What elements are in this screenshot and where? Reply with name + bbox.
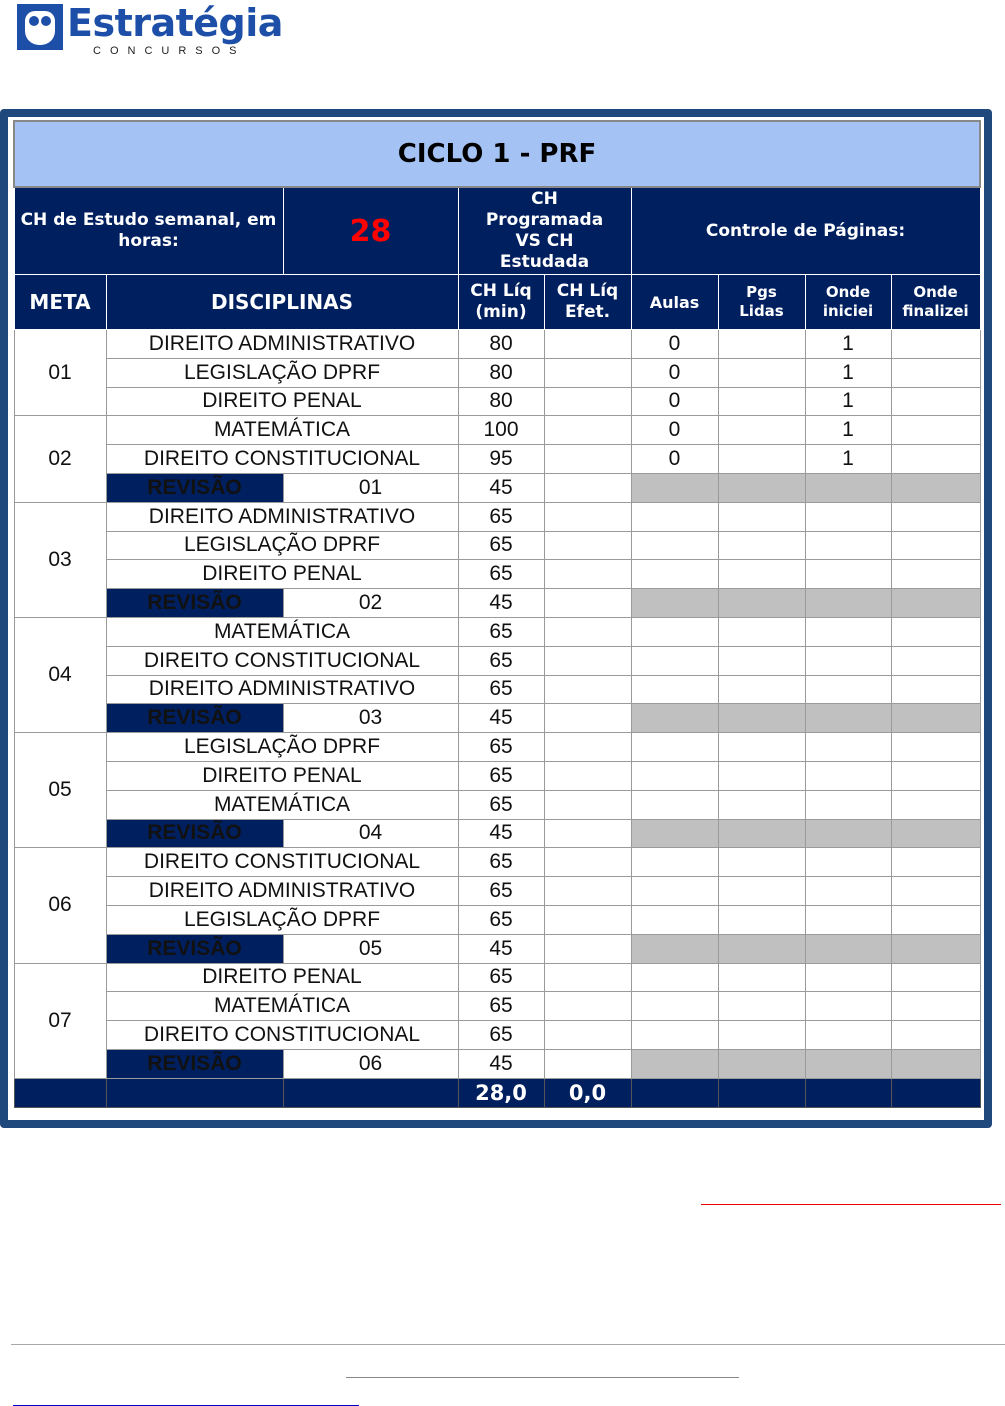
onde-iniciei[interactable] xyxy=(805,675,891,704)
ch-liq-min: 65 xyxy=(458,733,544,762)
onde-finalizei[interactable] xyxy=(891,934,980,963)
ch-liq-min: 65 xyxy=(458,646,544,675)
pgs-lidas[interactable] xyxy=(718,617,805,646)
pgs-lidas[interactable] xyxy=(718,646,805,675)
disciplina: MATEMÁTICA xyxy=(106,790,458,819)
aulas[interactable] xyxy=(631,848,718,877)
ch-liq-efet[interactable] xyxy=(544,646,631,675)
study-cycle-table xyxy=(13,120,981,1108)
aulas[interactable] xyxy=(631,646,718,675)
aulas[interactable] xyxy=(631,560,718,589)
aulas[interactable] xyxy=(631,733,718,762)
disciplina: MATEMÁTICA xyxy=(106,617,458,646)
revisao-number: 02 xyxy=(283,589,458,618)
study-cycle-frame xyxy=(0,109,992,1128)
disciplina: DIREITO ADMINISTRATIVO xyxy=(106,330,458,359)
onde-finalizei[interactable] xyxy=(891,1049,980,1078)
table-row xyxy=(14,790,980,819)
aulas[interactable] xyxy=(631,905,718,934)
logo-brand: Estratégia xyxy=(67,1,283,45)
ch-liq-min: 65 xyxy=(458,1021,544,1050)
onde-iniciei[interactable] xyxy=(805,992,891,1021)
ch-liq-min-header: CH Líq (min) xyxy=(458,275,544,330)
pgs-lidas[interactable] xyxy=(718,761,805,790)
footer-cell xyxy=(283,1078,458,1107)
revisao-number: 06 xyxy=(283,1049,458,1078)
meta-number: 07 xyxy=(14,963,106,1078)
onde-iniciei[interactable] xyxy=(805,1049,891,1078)
revisao-label: REVISÃO xyxy=(106,704,283,733)
onde-iniciei[interactable] xyxy=(805,560,891,589)
onde-iniciei[interactable]: 1 xyxy=(805,330,891,359)
ch-liq-efet[interactable] xyxy=(544,531,631,560)
onde-finalizei[interactable] xyxy=(891,330,980,359)
owl-icon xyxy=(17,4,63,50)
table-row xyxy=(14,905,980,934)
cycle-title: CICLO 1 - PRF xyxy=(14,121,980,187)
onde-finalizei[interactable] xyxy=(891,704,980,733)
table-row xyxy=(14,387,980,416)
table-row xyxy=(14,416,980,445)
footer-cell xyxy=(805,1078,891,1107)
revisao-number: 04 xyxy=(283,819,458,848)
meta-number: 05 xyxy=(14,733,106,848)
revisao-number: 03 xyxy=(283,704,458,733)
aulas[interactable] xyxy=(631,617,718,646)
ch-liq-min: 65 xyxy=(458,531,544,560)
ch-liq-efet[interactable] xyxy=(544,790,631,819)
ch-liq-min: 45 xyxy=(458,473,544,502)
onde-finalizei[interactable] xyxy=(891,445,980,474)
onde-iniciei[interactable] xyxy=(805,848,891,877)
pgs-lidas[interactable] xyxy=(718,358,805,387)
onde-finalizei[interactable] xyxy=(891,761,980,790)
ch-liq-min: 80 xyxy=(458,387,544,416)
total-ch-liq-min: 28,0 xyxy=(458,1078,544,1107)
aulas[interactable] xyxy=(631,992,718,1021)
onde-finalizei[interactable] xyxy=(891,387,980,416)
table-row xyxy=(14,502,980,531)
onde-iniciei[interactable] xyxy=(805,963,891,992)
ch-liq-efet[interactable] xyxy=(544,330,631,359)
disciplina: DIREITO PENAL xyxy=(106,963,458,992)
table-row xyxy=(14,934,980,963)
ch-liq-min: 65 xyxy=(458,992,544,1021)
pgs-lidas[interactable] xyxy=(718,877,805,906)
total-ch-liq-efet: 0,0 xyxy=(544,1078,631,1107)
meta-number: 03 xyxy=(14,502,106,617)
ch-liq-efet[interactable] xyxy=(544,1021,631,1050)
ch-liq-efet[interactable] xyxy=(544,905,631,934)
aulas[interactable] xyxy=(631,502,718,531)
ch-liq-min: 65 xyxy=(458,502,544,531)
aulas[interactable]: 0 xyxy=(631,358,718,387)
pgs-lidas[interactable] xyxy=(718,502,805,531)
meta-number: 02 xyxy=(14,416,106,502)
table-row xyxy=(14,992,980,1021)
pgs-lidas[interactable] xyxy=(718,445,805,474)
ch-liq-efet[interactable] xyxy=(544,675,631,704)
onde-iniciei[interactable] xyxy=(805,819,891,848)
aulas[interactable] xyxy=(631,704,718,733)
onde-iniciei[interactable] xyxy=(805,905,891,934)
aulas[interactable] xyxy=(631,790,718,819)
aulas[interactable]: 0 xyxy=(631,330,718,359)
revisao-label: REVISÃO xyxy=(106,589,283,618)
table-row xyxy=(14,848,980,877)
onde-finalizei[interactable] xyxy=(891,502,980,531)
table-row xyxy=(14,1021,980,1050)
onde-finalizei[interactable] xyxy=(891,733,980,762)
aulas[interactable]: 0 xyxy=(631,387,718,416)
ch-liq-efet[interactable] xyxy=(544,445,631,474)
aulas-header: Aulas xyxy=(631,275,718,330)
controle-paginas-header: Controle de Páginas: xyxy=(631,187,980,275)
onde-finalizei[interactable] xyxy=(891,646,980,675)
pgs-lidas[interactable] xyxy=(718,905,805,934)
pgs-lidas[interactable] xyxy=(718,330,805,359)
pgs-lidas[interactable] xyxy=(718,704,805,733)
pgs-lidas[interactable] xyxy=(718,416,805,445)
onde-iniciei[interactable] xyxy=(805,646,891,675)
pgs-lidas[interactable] xyxy=(718,387,805,416)
estrategia-logo xyxy=(17,1,283,57)
ch-liq-efet[interactable] xyxy=(544,617,631,646)
table-row xyxy=(14,473,980,502)
pgs-lidas[interactable] xyxy=(718,934,805,963)
revisao-label: REVISÃO xyxy=(106,1049,283,1078)
ch-liq-efet[interactable] xyxy=(544,704,631,733)
onde-finalizei[interactable] xyxy=(891,848,980,877)
onde-finalizei[interactable] xyxy=(891,877,980,906)
onde-finalizei[interactable] xyxy=(891,473,980,502)
divider-gray xyxy=(11,1344,1005,1345)
onde-finalizei-header: Onde finalizei xyxy=(891,275,980,330)
pgs-lidas[interactable] xyxy=(718,992,805,1021)
ch-liq-min: 65 xyxy=(458,963,544,992)
onde-finalizei[interactable] xyxy=(891,358,980,387)
aulas[interactable] xyxy=(631,1049,718,1078)
onde-finalizei[interactable] xyxy=(891,531,980,560)
onde-finalizei[interactable] xyxy=(891,819,980,848)
ch-liq-min: 65 xyxy=(458,617,544,646)
onde-iniciei[interactable] xyxy=(805,704,891,733)
ch-liq-efet[interactable] xyxy=(544,416,631,445)
aulas[interactable] xyxy=(631,675,718,704)
pgs-lidas[interactable] xyxy=(718,733,805,762)
aulas[interactable]: 0 xyxy=(631,416,718,445)
ch-liq-efet[interactable] xyxy=(544,848,631,877)
table-row xyxy=(14,646,980,675)
pgs-lidas[interactable] xyxy=(718,589,805,618)
ch-liq-min: 65 xyxy=(458,761,544,790)
onde-iniciei[interactable] xyxy=(805,790,891,819)
onde-iniciei[interactable] xyxy=(805,877,891,906)
table-row xyxy=(14,761,980,790)
weekly-hours-value[interactable]: 28 xyxy=(283,187,458,275)
disciplina: DIREITO CONSTITUCIONAL xyxy=(106,646,458,675)
ch-liq-efet[interactable] xyxy=(544,1049,631,1078)
onde-iniciei[interactable] xyxy=(805,531,891,560)
disciplina: LEGISLAÇÃO DPRF xyxy=(106,531,458,560)
ch-liq-efet[interactable] xyxy=(544,934,631,963)
disciplinas-header: DISCIPLINAS xyxy=(106,275,458,330)
onde-finalizei[interactable] xyxy=(891,560,980,589)
ch-liq-efet[interactable] xyxy=(544,819,631,848)
table-row xyxy=(14,963,980,992)
footer-cell xyxy=(14,1078,106,1107)
pgs-lidas[interactable] xyxy=(718,675,805,704)
footer-cell xyxy=(106,1078,283,1107)
pgs-lidas[interactable] xyxy=(718,963,805,992)
aulas[interactable] xyxy=(631,877,718,906)
aulas[interactable] xyxy=(631,589,718,618)
table-row xyxy=(14,531,980,560)
ch-liq-efet[interactable] xyxy=(544,761,631,790)
ch-liq-min: 95 xyxy=(458,445,544,474)
aulas[interactable] xyxy=(631,819,718,848)
disciplina: DIREITO CONSTITUCIONAL xyxy=(106,445,458,474)
onde-iniciei[interactable] xyxy=(805,473,891,502)
ch-liq-min: 80 xyxy=(458,330,544,359)
ch-liq-min: 45 xyxy=(458,819,544,848)
onde-finalizei[interactable] xyxy=(891,963,980,992)
onde-iniciei[interactable]: 1 xyxy=(805,387,891,416)
pgs-lidas[interactable] xyxy=(718,473,805,502)
ch-liq-efet[interactable] xyxy=(544,589,631,618)
ch-liq-efet[interactable] xyxy=(544,963,631,992)
disciplina: DIREITO PENAL xyxy=(106,761,458,790)
ch-liq-efet-header: CH Líq Efet. xyxy=(544,275,631,330)
meta-number: 01 xyxy=(14,330,106,416)
revisao-number: 01 xyxy=(283,473,458,502)
revisao-label: REVISÃO xyxy=(106,934,283,963)
footer-cell xyxy=(631,1078,718,1107)
ch-liq-min: 45 xyxy=(458,589,544,618)
ch-liq-min: 45 xyxy=(458,704,544,733)
ch-liq-efet[interactable] xyxy=(544,560,631,589)
onde-iniciei[interactable]: 1 xyxy=(805,416,891,445)
aulas[interactable] xyxy=(631,963,718,992)
aulas[interactable] xyxy=(631,473,718,502)
aulas[interactable] xyxy=(631,761,718,790)
ch-liq-min: 100 xyxy=(458,416,544,445)
onde-finalizei[interactable] xyxy=(891,617,980,646)
table-row xyxy=(14,819,980,848)
table-row xyxy=(14,617,980,646)
meta-number: 06 xyxy=(14,848,106,963)
table-row xyxy=(14,1049,980,1078)
table-row xyxy=(14,877,980,906)
disciplina: MATEMÁTICA xyxy=(106,992,458,1021)
revisao-number: 05 xyxy=(283,934,458,963)
table-row xyxy=(14,589,980,618)
ch-liq-efet[interactable] xyxy=(544,473,631,502)
ch-liq-efet[interactable] xyxy=(544,387,631,416)
ch-liq-min: 65 xyxy=(458,790,544,819)
weekly-hours-label: CH de Estudo semanal, em horas: xyxy=(14,187,283,275)
pgs-lidas[interactable] xyxy=(718,848,805,877)
pgs-lidas[interactable] xyxy=(718,560,805,589)
ch-liq-min: 65 xyxy=(458,905,544,934)
disciplina: DIREITO ADMINISTRATIVO xyxy=(106,675,458,704)
onde-finalizei[interactable] xyxy=(891,416,980,445)
onde-iniciei[interactable] xyxy=(805,733,891,762)
disciplina: DIREITO CONSTITUCIONAL xyxy=(106,1021,458,1050)
ch-liq-min: 65 xyxy=(458,848,544,877)
table-row xyxy=(14,733,980,762)
ch-liq-efet[interactable] xyxy=(544,877,631,906)
table-row xyxy=(14,675,980,704)
onde-finalizei[interactable] xyxy=(891,589,980,618)
disciplina: MATEMÁTICA xyxy=(106,416,458,445)
disciplina: DIREITO ADMINISTRATIVO xyxy=(106,877,458,906)
onde-finalizei[interactable] xyxy=(891,790,980,819)
table-row xyxy=(14,704,980,733)
onde-iniciei[interactable]: 1 xyxy=(805,445,891,474)
table-row xyxy=(14,330,980,359)
ch-liq-min: 65 xyxy=(458,675,544,704)
onde-iniciei[interactable] xyxy=(805,589,891,618)
ch-liq-min: 45 xyxy=(458,934,544,963)
revisao-label: REVISÃO xyxy=(106,819,283,848)
disciplina: DIREITO CONSTITUCIONAL xyxy=(106,848,458,877)
onde-finalizei[interactable] xyxy=(891,992,980,1021)
ch-liq-min: 65 xyxy=(458,560,544,589)
onde-iniciei[interactable] xyxy=(805,502,891,531)
onde-iniciei[interactable] xyxy=(805,617,891,646)
onde-iniciei[interactable] xyxy=(805,1021,891,1050)
onde-finalizei[interactable] xyxy=(891,1021,980,1050)
ch-liq-min: 65 xyxy=(458,877,544,906)
logo-subtitle: CONCURSOS xyxy=(93,45,246,57)
ch-programada-vs-estudada: CH Programada VS CH Estudada xyxy=(458,187,631,275)
onde-iniciei[interactable] xyxy=(805,761,891,790)
onde-iniciei[interactable]: 1 xyxy=(805,358,891,387)
pgs-lidas[interactable] xyxy=(718,790,805,819)
disciplina: LEGISLAÇÃO DPRF xyxy=(106,905,458,934)
disciplina: LEGISLAÇÃO DPRF xyxy=(106,358,458,387)
divider-red xyxy=(701,1204,1001,1205)
onde-iniciei-header: Onde iniciei xyxy=(805,275,891,330)
pgs-lidas[interactable] xyxy=(718,531,805,560)
pgs-lidas[interactable] xyxy=(718,819,805,848)
footer-cell xyxy=(891,1078,980,1107)
meta-header: META xyxy=(14,275,106,330)
aulas[interactable]: 0 xyxy=(631,445,718,474)
footer-cell xyxy=(718,1078,805,1107)
ch-liq-min: 80 xyxy=(458,358,544,387)
disciplina: DIREITO PENAL xyxy=(106,387,458,416)
disciplina: DIREITO PENAL xyxy=(106,560,458,589)
ch-liq-efet[interactable] xyxy=(544,358,631,387)
aulas[interactable] xyxy=(631,934,718,963)
onde-iniciei[interactable] xyxy=(805,934,891,963)
revisao-label: REVISÃO xyxy=(106,473,283,502)
pgs-lidas[interactable] xyxy=(718,1049,805,1078)
onde-finalizei[interactable] xyxy=(891,905,980,934)
onde-finalizei[interactable] xyxy=(891,675,980,704)
aulas[interactable] xyxy=(631,1021,718,1050)
ch-liq-min: 45 xyxy=(458,1049,544,1078)
disciplina: DIREITO ADMINISTRATIVO xyxy=(106,502,458,531)
divider-gray-short xyxy=(346,1377,739,1378)
table-row xyxy=(14,560,980,589)
pgs-lidas-header: Pgs Lidas xyxy=(718,275,805,330)
table-row xyxy=(14,445,980,474)
meta-number: 04 xyxy=(14,617,106,732)
disciplina: LEGISLAÇÃO DPRF xyxy=(106,733,458,762)
aulas[interactable] xyxy=(631,531,718,560)
table-row xyxy=(14,358,980,387)
ch-liq-efet[interactable] xyxy=(544,502,631,531)
pgs-lidas[interactable] xyxy=(718,1021,805,1050)
ch-liq-efet[interactable] xyxy=(544,733,631,762)
ch-liq-efet[interactable] xyxy=(544,992,631,1021)
